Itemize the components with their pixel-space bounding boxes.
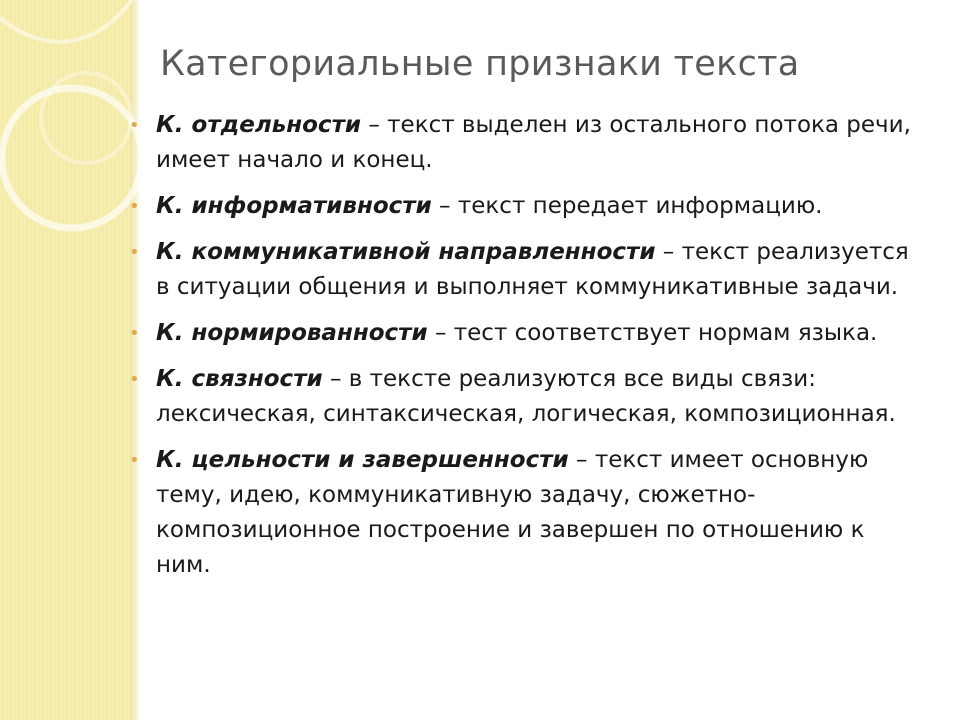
item-dash: –	[576, 447, 588, 473]
item-dash: –	[434, 320, 447, 346]
item-dash: –	[439, 193, 451, 219]
item-description: текст реализуется в ситуации общения и выполняет коммуникативные задачи.	[156, 239, 909, 300]
list-item	[128, 362, 918, 432]
top-arc-shape	[0, 0, 132, 42]
criteria-list	[128, 108, 918, 594]
item-description: в тексте реализуются все виды связи: лексическая, синтаксическая, логическая, композиционная.	[156, 366, 896, 427]
large-ring-shape	[2, 88, 140, 228]
item-dash: –	[368, 112, 380, 138]
item-term: К. коммуникативной направленности	[156, 239, 656, 265]
item-term: К. цельности и завершенности	[156, 447, 569, 473]
bullet-icon: •	[129, 242, 140, 263]
list-item	[128, 316, 918, 351]
item-term: К. отдельности	[156, 112, 362, 138]
bullet-icon: •	[129, 196, 140, 217]
item-term: К. информативности	[156, 193, 432, 219]
bullet-icon: •	[129, 115, 140, 136]
item-description: текст имеет основную тему, идею, коммуникативную задачу, сюжетно-композиционное построение и завершен по отношению к ним.	[156, 447, 869, 578]
item-description: текст выделен из остального потока речи, имеет начало и конец.	[156, 112, 911, 173]
list-item	[128, 189, 918, 224]
item-term: К. нормированности	[156, 320, 428, 346]
bullet-icon: •	[129, 369, 140, 390]
bullet-icon: •	[129, 450, 140, 471]
slide-title: Категориальные признаки текста	[160, 44, 800, 84]
bullet-icon: •	[129, 323, 140, 344]
item-term: К. связности	[156, 366, 323, 392]
item-description: тест соответствует нормам языка.	[453, 320, 878, 346]
item-dash: –	[662, 239, 675, 265]
list-item	[128, 443, 918, 583]
item-description: текст передает информацию.	[457, 193, 823, 219]
decorative-rings	[0, 0, 140, 720]
list-item	[128, 108, 918, 178]
item-dash: –	[329, 366, 342, 392]
list-item	[128, 235, 918, 305]
